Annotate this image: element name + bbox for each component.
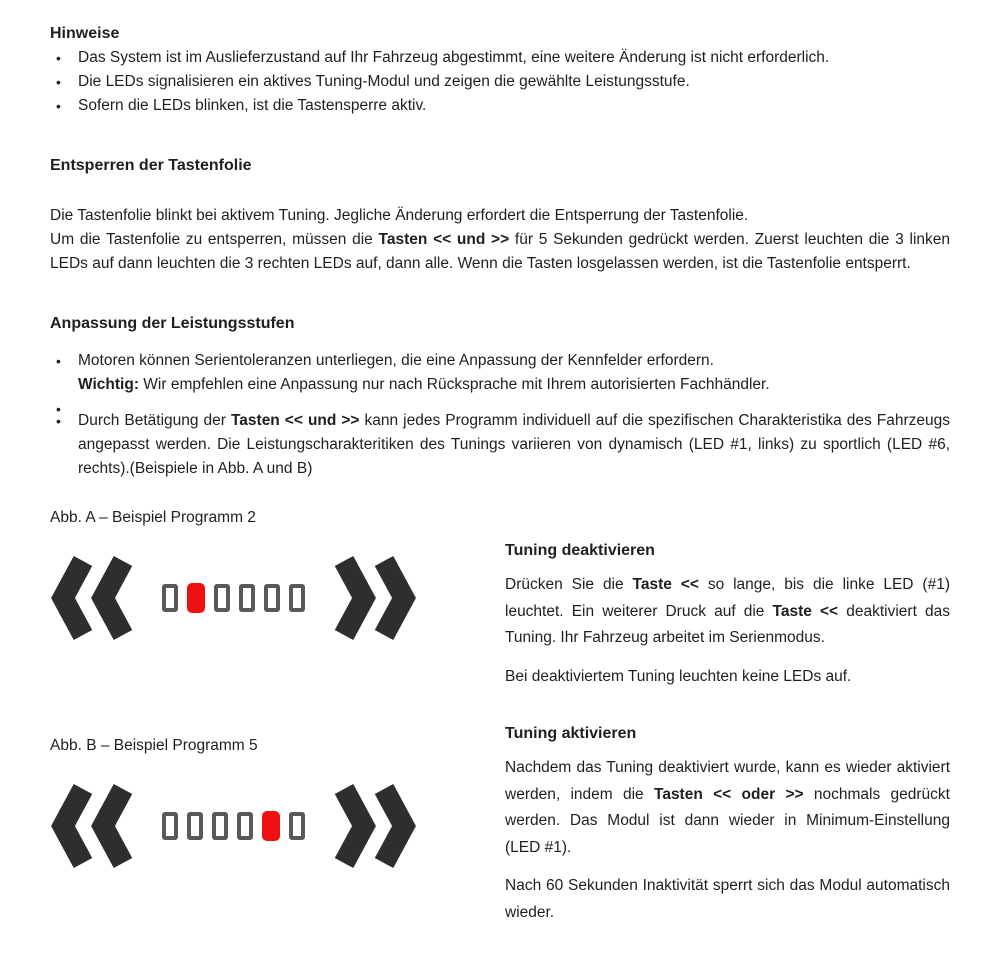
double-chevron-left-icon: [50, 784, 138, 868]
list-item: • Die LEDs signalisieren ein aktives Tuning-Modul und zeigen die gewählte Leistungsstufe.: [50, 70, 950, 94]
paragraph: [505, 572, 950, 652]
led-4-off: [239, 584, 255, 612]
led-3-off: [212, 812, 228, 840]
led-5-off: [264, 584, 280, 612]
led-2-off: [187, 812, 203, 840]
paragraph: [50, 228, 950, 276]
led-3-off: [214, 584, 230, 612]
section-heading-anpassung: Anpassung der Leistungsstufen: [50, 315, 295, 332]
text-run: Motoren können Serientoleranzen unterliegen, die eine Anpassung der Kennfelder erfordern.: [78, 352, 714, 369]
led-4-off: [237, 812, 253, 840]
text-run: so lange, bis die linke LED (#1) leuchtet. Ein weiterer Druck auf die: [505, 576, 950, 620]
instructions-column: [505, 507, 950, 926]
list-item: [50, 349, 950, 397]
text-run: deaktiviert das Tuning. Ihr Fahrzeug arbeitet im Serienmodus.: [505, 602, 950, 646]
double-chevron-right-icon: [329, 556, 417, 640]
hinweise-list: [50, 46, 950, 118]
led-6-off: [289, 812, 305, 840]
figures-column: [50, 507, 505, 926]
paragraph: Nach 60 Sekunden Inaktivität sperrt sich das Modul automatisch wieder.: [505, 877, 950, 921]
figure-b-led-display: [50, 783, 505, 869]
double-chevron-right-icon: [329, 784, 417, 868]
paragraph: Die Tastenfolie blinkt bei aktivem Tuning. Jegliche Änderung erfordert die Entsperrung der Tastenfolie.: [50, 207, 749, 224]
section-entsperren: [50, 154, 950, 276]
figure-a-led-display: [50, 555, 505, 641]
led-5-on: [262, 811, 280, 841]
figures-and-instructions: [50, 507, 950, 926]
figure-a-label: Abb. A – Beispiel Programm 2: [50, 509, 256, 526]
section-heading-entsperren: Entsperren der Tastenfolie: [50, 157, 252, 174]
list-item: • Sofern die LEDs blinken, ist die Tastensperre aktiv.: [50, 94, 950, 118]
text-run-bold: Tasten << und >>: [378, 231, 510, 248]
section-heading-tuning-aktivieren: Tuning aktivieren: [505, 725, 637, 742]
text-run-bold: Wichtig:: [78, 376, 139, 393]
text-run: Wir empfehlen eine Anpassung nur nach Rücksprache mit Ihrem autorisierten Fachhändler.: [139, 376, 770, 393]
led-6-off: [289, 584, 305, 612]
led-1-off: [162, 584, 178, 612]
text-run: nochmals gedrückt werden. Das Modul ist dann wieder in Minimum-Einstellung (LED #1).: [505, 785, 950, 856]
led-row: [162, 583, 305, 613]
paragraph: [505, 755, 950, 861]
text-run: kann jedes Programm individuell auf die spezifischen Charakteristika des Fahrzeugs angepasst werden. Die Leistungscharakteritiken des Tunings variieren von dynamisch (LED #1, links) zu sportlich (LED #6, rechts).(Beispiele in Abb. A und B): [78, 412, 950, 477]
section-heading-tuning-deaktivieren: Tuning deaktivieren: [505, 542, 655, 559]
text-run-bold: Tasten << oder >>: [654, 785, 804, 803]
text-run: Durch Betätigung der: [78, 412, 231, 429]
led-row: [162, 811, 305, 841]
text-run: Drücken Sie die: [505, 576, 633, 593]
section-heading-hinweise: Hinweise: [50, 25, 120, 42]
text-run-bold: Tasten << und >>: [230, 412, 360, 429]
text-run-bold: Taste <<: [632, 576, 699, 593]
text-run-bold: Taste <<: [772, 602, 839, 620]
anpassung-list: [50, 349, 950, 481]
text-run: Nachdem das Tuning deaktiviert wurde, kann es wieder aktiviert werden, indem die: [505, 759, 950, 803]
list-item: [50, 409, 950, 481]
section-hinweise: [50, 22, 950, 118]
double-chevron-left-icon: [50, 556, 138, 640]
led-2-on: [187, 583, 205, 613]
list-item: • Das System ist im Auslieferzustand auf Ihr Fahrzeug abgestimmt, eine weitere Änderung ist nicht erforderlich.: [50, 46, 950, 70]
list-spacer: [50, 397, 950, 409]
figure-b-label: Abb. B – Beispiel Programm 5: [50, 737, 258, 754]
text-run: Um die Tastenfolie zu entsperren, müssen die: [50, 231, 379, 248]
paragraph: Bei deaktiviertem Tuning leuchten keine LEDs auf.: [505, 667, 852, 685]
section-anpassung: [50, 312, 950, 481]
text-run: für 5 Sekunden gedrückt werden. Zuerst leuchten die 3 linken LEDs auf dann leuchten die 3 rechten LEDs auf, dann alle. Wenn die Tasten losgelassen werden, ist die Tastenfolie entsperrt.: [50, 231, 950, 272]
led-1-off: [162, 812, 178, 840]
